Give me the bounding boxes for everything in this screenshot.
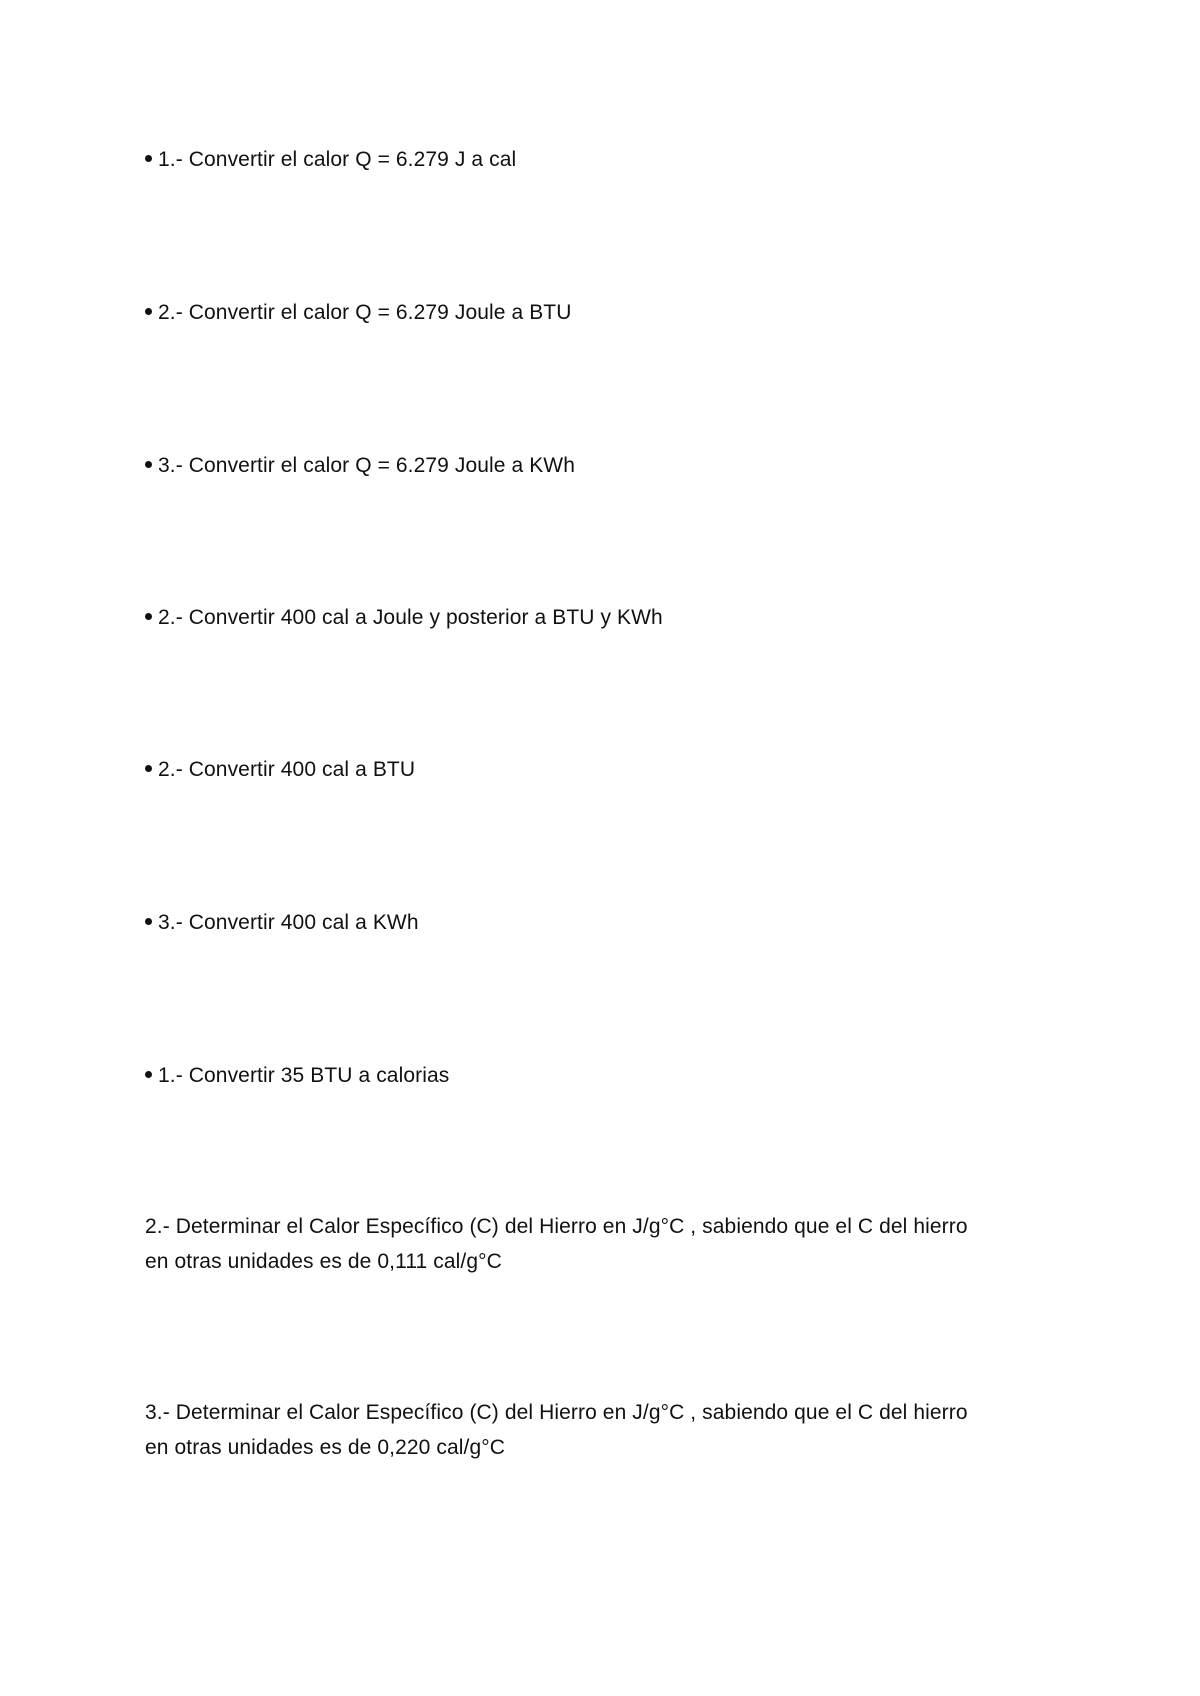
exercise-item: [145, 448, 575, 484]
bullet-icon: [145, 613, 152, 620]
bullet-icon: [145, 765, 152, 772]
exercise-item: [145, 905, 419, 941]
paragraph-line: 3.- Determinar el Calor Específico (C) del Hierro en J/g°C , sabiendo que el C del hierro: [145, 1401, 968, 1424]
exercise-text: 2.- Convertir 400 cal a Joule y posterior a BTU y KWh: [158, 606, 663, 629]
exercise-paragraph: [145, 1209, 1065, 1279]
exercise-paragraph: [145, 1395, 1065, 1465]
paragraph-line: 2.- Determinar el Calor Específico (C) del Hierro en J/g°C , sabiendo que el C del hierro: [145, 1215, 968, 1238]
exercise-item: [145, 295, 572, 331]
exercise-item: [145, 752, 415, 788]
paragraph-line: en otras unidades es de 0,111 cal/g°C: [145, 1250, 502, 1273]
bullet-icon: [145, 461, 152, 468]
exercise-text: 2.- Convertir el calor Q = 6.279 Joule a BTU: [158, 301, 572, 324]
exercise-text: 1.- Convertir 35 BTU a calorias: [158, 1064, 450, 1087]
exercise-item: [145, 600, 663, 636]
exercise-item: [145, 1058, 449, 1094]
exercise-item: [145, 142, 516, 178]
bullet-icon: [145, 1071, 152, 1078]
exercise-text: 3.- Convertir 400 cal a KWh: [158, 911, 419, 934]
exercise-text: 3.- Convertir el calor Q = 6.279 Joule a KWh: [158, 454, 576, 477]
exercise-text: 2.- Convertir 400 cal a BTU: [158, 758, 416, 781]
bullet-icon: [145, 308, 152, 315]
bullet-icon: [145, 918, 152, 925]
bullet-icon: [145, 155, 152, 162]
exercise-text: 1.- Convertir el calor Q = 6.279 J a cal: [158, 148, 517, 171]
paragraph-line: en otras unidades es de 0,220 cal/g°C: [145, 1436, 506, 1459]
